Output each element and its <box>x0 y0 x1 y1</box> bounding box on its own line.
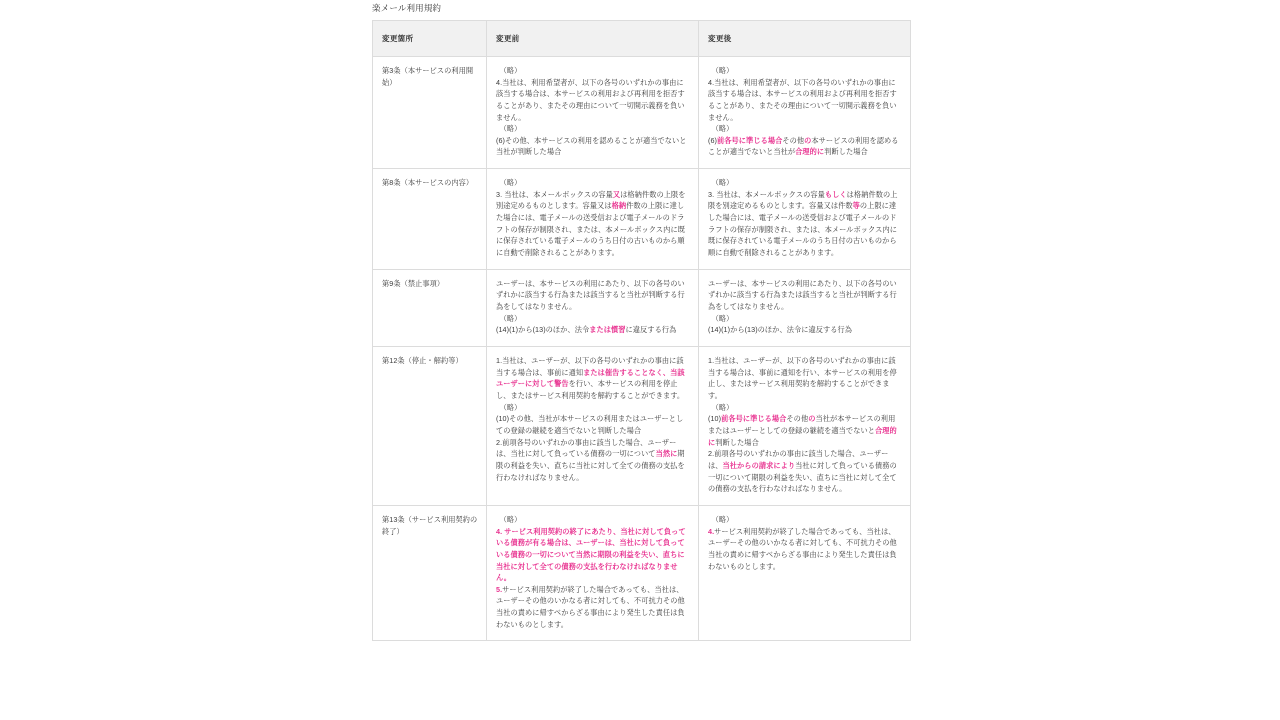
body-text: (6)その他、本サービスの利用を認めることが適当でないと当社が判断した場合 <box>496 135 687 157</box>
table-row <box>373 269 911 346</box>
body-text: （略） <box>496 178 522 188</box>
highlighted-text: 当然に <box>655 449 678 459</box>
table-header-row <box>373 20 911 56</box>
cell-location: 第3条（本サービスの利用開始） <box>373 56 487 168</box>
cell-before <box>487 169 699 270</box>
cell-after <box>699 169 911 270</box>
cell-location: 第13条（サービス利用契約の終了） <box>373 505 487 641</box>
table-row <box>373 347 911 506</box>
highlighted-text: 又 <box>612 189 621 199</box>
body-text: 期限の利益を失い、直ちに当社に対して全ての債務の支払を行わなければなりません。 <box>496 449 685 482</box>
highlighted-text: または催告することなく、当該ユーザーに対して警告 <box>496 367 685 389</box>
body-text: （略） <box>708 178 734 188</box>
highlighted-text: 合理的に <box>795 147 825 157</box>
highlighted-text: もしく <box>824 189 847 199</box>
cell-location: 第8条（本サービスの内容） <box>373 169 487 270</box>
body-text: を行い、本サービスの利用を停止し、またはサービス利用契約を解約することができます。 <box>496 379 685 400</box>
highlighted-text: 格納 <box>611 201 627 211</box>
body-text: 2.前項各号のいずれかの事由に該当した場合、ユーザーは、当社に対して負っている債務の一切について <box>496 437 677 459</box>
cell-before <box>487 505 699 641</box>
body-text: 4.当社は、利用希望者が、以下の各号のいずれかの事由に該当する場合は、本サービスの利用および再利用を拒否することがあり、またその理由について一切開示義務を負いません。 <box>708 77 897 122</box>
table-row <box>373 169 911 270</box>
column-header-before: 変更前 <box>487 20 699 56</box>
body-text: 判断した場合 <box>824 147 868 157</box>
body-text: は格納件数の上限を別途定めるものとします。容量又は <box>496 189 686 211</box>
cell-location: 第12条（停止・解約等） <box>373 347 487 506</box>
body-text: 本サービスの利用を認めることが適当でないと当社が <box>708 135 899 157</box>
highlighted-text: 前各号に準じる場合 <box>717 135 783 145</box>
body-text: その他 <box>786 414 809 424</box>
cell-after <box>699 505 911 641</box>
column-header-location: 変更箇所 <box>373 20 487 56</box>
cell-before <box>487 269 699 346</box>
change-comparison-table <box>372 20 911 642</box>
highlighted-text: 等 <box>852 201 860 211</box>
cell-after <box>699 56 911 168</box>
column-header-after: 変更後 <box>699 20 911 56</box>
highlighted-text: 4. <box>708 526 715 536</box>
body-text: 4.当社は、利用希望者が、以下の各号のいずれかの事由に該当する場合は、本サービスの利用および再利用を拒否することがあり、またその理由について一切開示義務を負いません。 <box>496 77 685 122</box>
body-text: に違反する行為 <box>625 325 677 335</box>
highlighted-text: 5. <box>496 584 503 594</box>
highlighted-text: の <box>804 135 812 145</box>
body-text: 判断した場合 <box>715 437 759 447</box>
table-row <box>373 56 911 168</box>
document-container <box>372 0 912 641</box>
body-text: の上限に達した場合には、電子メールの送受信および電子メールのドラフトの保存が制限され、または、本メールボックス内に既に保存されている電子メールのうち日付の古いものから順に自動で削除されることがあります。 <box>708 201 897 258</box>
body-text: その他 <box>782 135 805 145</box>
cell-after <box>699 269 911 346</box>
body-text: （略） <box>496 514 522 524</box>
cell-after <box>699 347 911 506</box>
body-text: (14)(1)から(13)のほか、法令 <box>496 325 590 335</box>
table-header <box>373 20 911 56</box>
body-text: 当社が本サービスの利用またはユーザーとしての登録の継続を適当でないと <box>708 414 896 435</box>
page-title: 楽メール利用規約 <box>372 3 442 13</box>
body-text: ユーザーは、本サービスの利用にあたり、以下の各号のいずれかに該当する行為または該当すると当社が判断する行為をしてはなりません。 <box>496 278 685 312</box>
body-text: ユーザーは、本サービスの利用にあたり、以下の各号のいずれかに該当する行為または該当すると当社が判断する行為をしてはなりません。 <box>708 278 897 312</box>
highlighted-text: 当社からの請求により <box>722 460 796 470</box>
body-text: （略） <box>708 313 734 323</box>
body-text: （略） <box>708 124 734 134</box>
body-text: サービス利用契約が終了した場合であっても、当社は、ユーザーその他のいかなる者に対しても、不可抗力その他当社の責めに帰すべからざる事由により発生した責任は負わないものとします。 <box>496 584 685 629</box>
table-body <box>373 56 911 641</box>
body-text: (14)(1)から(13)のほか、法令に違反する行為 <box>708 325 853 335</box>
body-text: サービス利用契約が終了した場合であっても、当社は、ユーザーその他のいかなる者に対しても、不可抗力その他当社の責めに帰すべからざる事由により発生した責任は負わないものとします。 <box>708 526 897 571</box>
highlighted-text: 前各号に準じる場合 <box>721 414 787 424</box>
body-text: 3. 当社は、本メールボックスの容量 <box>708 189 825 199</box>
body-text: （略） <box>496 313 522 323</box>
body-text: (6) <box>708 135 718 145</box>
body-text: 2.前項各号のいずれかの事由に該当した場合、ユーザーは、 <box>708 449 889 470</box>
body-text: 当社に対して負っている債務の一切について期限の利益を失い、直ちに当社に対して全ての債務の支払を行わなければなりません。 <box>708 460 897 494</box>
highlighted-text: 4. サービス利用契約の終了にあたり、当社に対して負っている債務が有る場合は、ユーザーは、当社に対して負っている債務の一切について当然に期限の利益を失い、直ちに当社に対して全ての債務の支払を行わなければなりません。 <box>496 526 686 583</box>
body-text: （略） <box>708 514 734 524</box>
highlighted-text: または慣習 <box>589 325 626 335</box>
body-text: (10)その他、当社が本サービスの利用またはユーザーとしての登録の継続を適当でないと判断した場合 <box>496 414 684 435</box>
body-text: （略） <box>496 124 522 134</box>
body-text: （略） <box>496 65 522 75</box>
body-text: 3. 当社は、本メールボックスの容量 <box>496 189 613 199</box>
cell-before <box>487 56 699 168</box>
body-text: (10) <box>708 414 722 424</box>
cell-location: 第9条（禁止事項） <box>373 269 487 346</box>
body-text: は格納件数の上限を別途定めるものとします。容量又は件数 <box>708 189 898 211</box>
body-text: （略） <box>708 65 734 75</box>
highlighted-text: 合理的に <box>708 425 897 447</box>
body-text: （略） <box>496 402 522 412</box>
table-row <box>373 505 911 641</box>
body-text: （略） <box>708 402 734 412</box>
highlighted-text: の <box>808 414 816 424</box>
body-text: 1.当社は、ユーザーが、以下の各号のいずれかの事由に該当する場合は、事前に通知 <box>496 356 684 377</box>
cell-before <box>487 347 699 506</box>
body-text: 件数の上限に達した場合には、電子メールの送受信および電子メールのドラフトの保存が制限され、または、本メールボックス内に既に保存されている電子メールのうち日付の古いものから順に自動で削除されることがあります。 <box>496 201 685 258</box>
body-text: 1.当社は、ユーザーが、以下の各号のいずれかの事由に該当する場合は、事前に通知を行い、本サービスの利用を停止し、またはサービス利用契約を解約することができます。 <box>708 356 897 400</box>
